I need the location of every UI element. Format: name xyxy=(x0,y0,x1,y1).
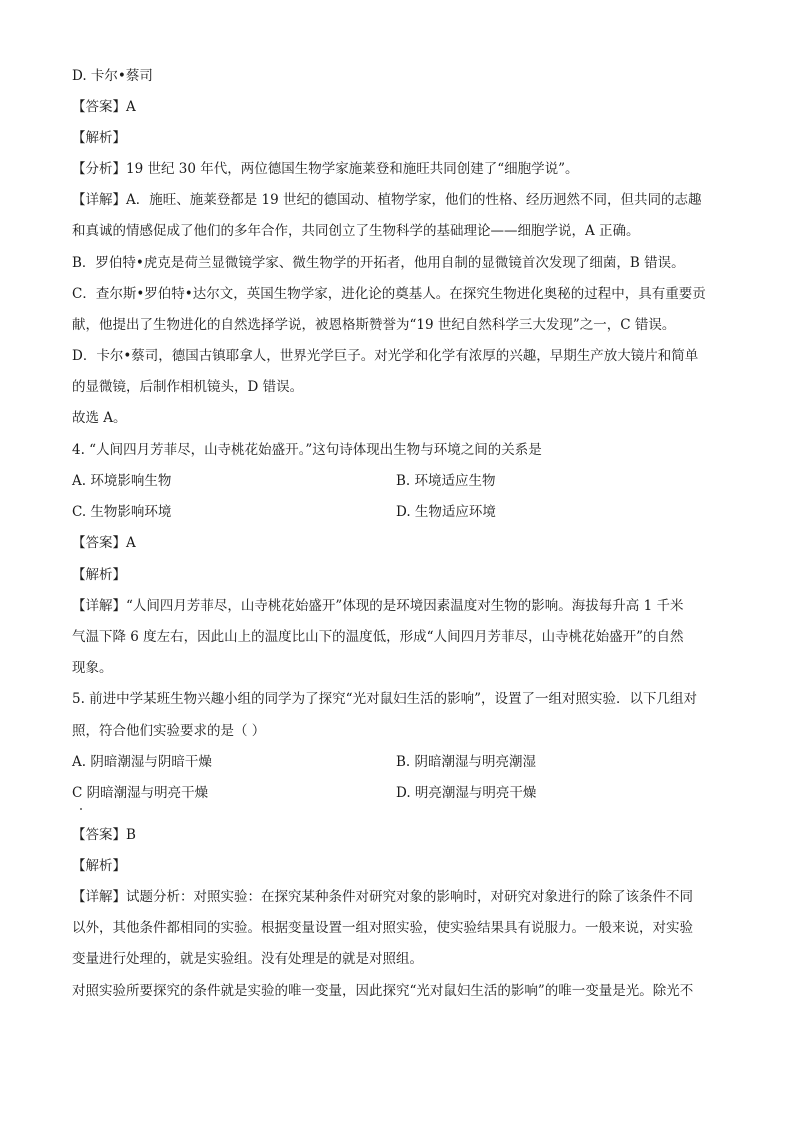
stray-dot xyxy=(80,808,82,810)
question-5: 5. 前进中学某班生物兴趣小组的同学为了探究“光对鼠妇生活的影响”，设置了一组对照实验．以下几组对 xyxy=(72,691,697,707)
analysis-heading-4: 【解析】 xyxy=(72,567,126,583)
option-c: C 阴暗潮湿与明亮干燥 xyxy=(72,785,209,801)
options-row xyxy=(72,503,722,521)
option-b: B. 阴暗潮湿与明亮潮湿 xyxy=(396,754,537,770)
option-a: A. 阴暗潮湿与阴暗干燥 xyxy=(72,754,212,770)
option-d: D. 生物适应环境 xyxy=(396,504,496,520)
option-c: C. 生物影响环境 xyxy=(72,504,172,520)
answer-4: 【答案】A xyxy=(72,535,136,551)
detail-text: C．查尔斯•罗伯特•达尔文，英国生物学家，进化论的奠基人。在探究生物进化奥秘的过程中，具有重要贡 xyxy=(72,286,706,302)
detail-text: 以外，其他条件都相同的实验。根据变量设置一组对照实验，使实验结果具有说服力。一般来说，对实验 xyxy=(72,920,693,936)
analysis-heading-5: 【解析】 xyxy=(72,858,126,874)
detail-text: B．罗伯特•虎克是荷兰显微镜学家、微生物学的开拓者，他用自制的显微镜首次发现了细菌，B 错误。 xyxy=(72,255,685,271)
detail-text: 气温下降 6 度左右，因此山上的温度比山下的温度低，形成“人间四月芳菲尽，山寺桃花始盛开”的自然 xyxy=(72,629,684,645)
detail-text: 现象。 xyxy=(72,660,113,676)
detail-text: D．卡尔•蔡司，德国古镇耶拿人，世界光学巨子。对光学和化学有浓厚的兴趣，早期生产放大镜片和简单 xyxy=(72,348,699,364)
options-row xyxy=(72,784,722,802)
conclusion-text: 故选 A。 xyxy=(72,410,127,426)
question-5-cont: 照，符合他们实验要求的是（ ） xyxy=(72,723,266,739)
detail-text: 变量进行处理的，就是实验组。没有处理是的就是对照组。 xyxy=(72,951,423,967)
option-d-prev: D. 卡尔•蔡司 xyxy=(72,68,153,84)
detail-text: 【详解】试题分析：对照实验：在探究某种条件对研究对象的影响时，对研究对象进行的除了该条件不同 xyxy=(72,889,693,905)
answer-5: 【答案】B xyxy=(72,827,136,843)
detail-text: 对照实验所要探究的条件就是实验的唯一变量，因此探究“光对鼠妇生活的影响”的唯一变量是光。除光不 xyxy=(72,983,694,999)
analysis-text: 【分析】19 世纪 30 年代，两位德国生物学家施莱登和施旺共同创建了“细胞学说”。 xyxy=(72,161,579,177)
detail-text: 【详解】“人间四月芳菲尽，山寺桃花始盛开”体现的是环境因素温度对生物的影响。海拔每升高 1 千米 xyxy=(72,598,684,614)
detail-text: 的显微镜，后制作相机镜头，D 错误。 xyxy=(72,379,304,395)
detail-text: 【详解】A．施旺、施莱登都是 19 世纪的德国动、植物学家，他们的性格、经历迥然不同，但共同的志趣 xyxy=(72,192,702,208)
options-row xyxy=(72,472,722,490)
answer-3: 【答案】A xyxy=(72,99,136,115)
option-d: D. 明亮潮湿与明亮干燥 xyxy=(396,785,537,801)
option-a: A. 环境影响生物 xyxy=(72,473,172,489)
detail-text: 献，他提出了生物进化的自然选择学说，被恩格斯赞誉为“19 世纪自然科学三大发现”之一，C 错误。 xyxy=(72,317,676,333)
options-row xyxy=(72,753,722,771)
question-4: 4. “人间四月芳菲尽，山寺桃花始盛开。”这句诗体现出生物与环境之间的关系是 xyxy=(72,442,542,458)
analysis-heading-3: 【解析】 xyxy=(72,130,126,146)
option-b: B. 环境适应生物 xyxy=(396,473,496,489)
detail-text: 和真诚的情感促成了他们的多年合作，共同创立了生物科学的基础理论——细胞学说，A 正确。 xyxy=(72,223,640,239)
